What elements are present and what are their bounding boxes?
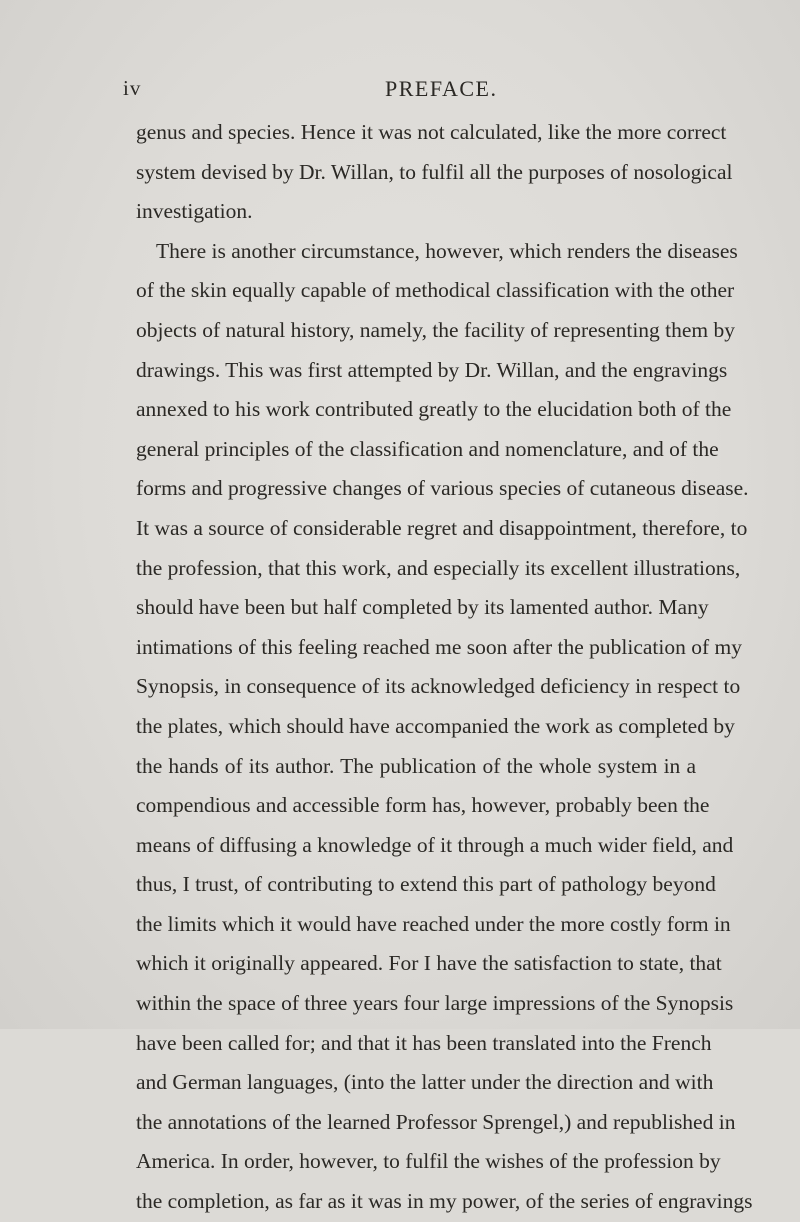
text-line: general principles of the classification and nomenclature, and of the — [136, 436, 719, 461]
text-line: It was a source of considerable regret and disappointment, therefore, to — [136, 515, 748, 540]
text-line: the profession, that this work, and especially its excellent illustrations, — [136, 555, 741, 580]
text-line: Synopsis, in consequence of its acknowledged deficiency in respect to — [136, 674, 741, 699]
text-line: which it originally appeared. For I have the satisfaction to state, that — [136, 951, 722, 976]
text-line: objects of natural history, namely, the facility of representing them by — [136, 317, 736, 342]
text-line: genus and species. Hence it was not calculated, like the more correct — [136, 120, 727, 144]
text-line: drawings. This was first attempted by Dr. Willan, and the engravings — [136, 357, 728, 382]
text-line: of the skin equally capable of methodical classification with the other — [136, 278, 735, 303]
text-line: the hands of its author. The publication of the whole system in a — [136, 753, 696, 778]
text-line: the annotations of the learned Professor Sprengel,) and republished in — [136, 1109, 736, 1134]
text-line: America. In order, however, to fulfil the wishes of the profession by — [136, 1149, 721, 1174]
text-line: system devised by Dr. Willan, to fulfil all the purposes of nosological — [136, 159, 733, 184]
text-line: compendious and accessible form has, however, probably been the — [136, 793, 710, 818]
text-line: the plates, which should have accompanied the work as completed by — [136, 713, 735, 738]
text-line: forms and progressive changes of various species of cutaneous disease. — [136, 476, 749, 501]
text-line: within the space of three years four large impressions of the Synopsis — [136, 991, 734, 1016]
text-line: There is another circumstance, however, which renders the diseases — [156, 238, 738, 263]
text-line: thus, I trust, of contributing to extend this part of pathology beyond — [136, 872, 716, 897]
text-line: intimations of this feeling reached me soon after the publication of my — [136, 634, 743, 659]
page-number: iv — [123, 76, 142, 100]
page-header — [123, 76, 703, 106]
text-line: the limits which it would have reached under the more costly form in — [136, 911, 731, 936]
text-line: investigation. — [136, 199, 253, 224]
text-line: means of diffusing a knowledge of it through a much wider field, and — [136, 832, 734, 857]
text-line: have been called for; and that it has been translated into the French — [136, 1030, 712, 1055]
text-line: and German languages, (into the latter under the direction and with — [136, 1070, 714, 1095]
preface-body-text — [136, 113, 753, 1222]
running-head: PREFACE. — [385, 76, 498, 101]
text-line: annexed to his work contributed greatly to the elucidation both of the — [136, 397, 732, 422]
text-line: the completion, as far as it was in my power, of the series of engravings — [136, 1189, 753, 1214]
text-line: should have been but half completed by its lamented author. Many — [136, 595, 709, 620]
